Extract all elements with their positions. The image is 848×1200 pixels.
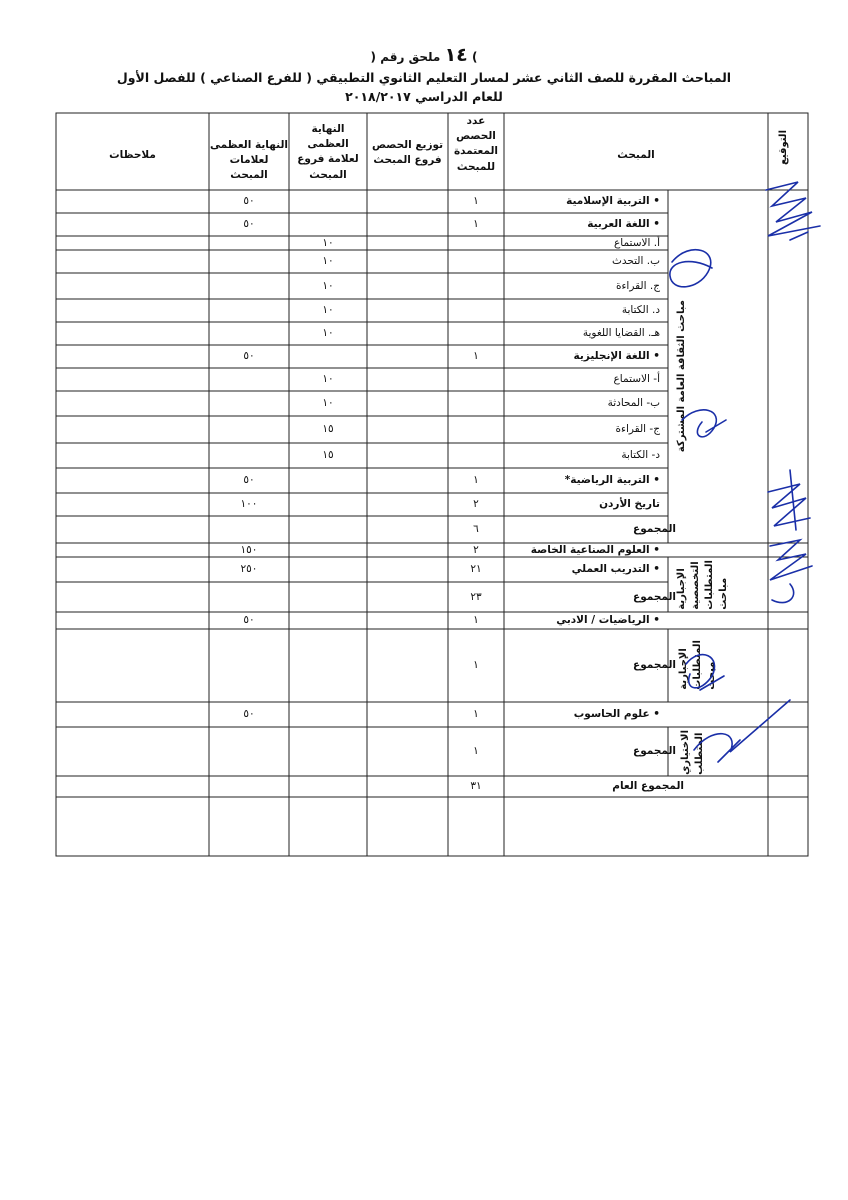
subject-header: المبحث bbox=[617, 149, 655, 161]
row-periods: ٢ bbox=[473, 544, 479, 556]
row-subject: • التدريب العملي bbox=[571, 563, 660, 575]
row-subject: هـ. القضايا اللغوية bbox=[582, 327, 660, 339]
row-subject: المجموع العام bbox=[612, 780, 684, 792]
row-subject-max: ١٠٠ bbox=[240, 498, 258, 510]
row-branch-max: ١٠ bbox=[322, 279, 334, 292]
row-branch-max: ١٠ bbox=[322, 373, 334, 385]
row-branch-max: ١٠ bbox=[322, 237, 334, 249]
row-subject: • علوم الحاسوب bbox=[573, 708, 660, 720]
row-branch-max: ١٥ bbox=[322, 423, 334, 435]
academic-year: للعام الدراسي ٢٠١٨/٢٠١٧ bbox=[345, 89, 503, 104]
row-subject: ج. القراءة bbox=[615, 279, 660, 292]
row-subject: • التربية الإسلامية bbox=[566, 195, 660, 207]
row-subject: د. الكتابة bbox=[621, 304, 660, 316]
row-subject: • اللغة الإنجليزية bbox=[573, 350, 660, 362]
row-subject-max: ٥٠ bbox=[243, 350, 255, 362]
row-subject: • الرياضيات / الادبي bbox=[556, 614, 660, 626]
row-subject-max: ١٥٠ bbox=[240, 544, 258, 556]
branch-max-header: النهاية العظمى لعلامة فروع المبحث bbox=[297, 123, 359, 181]
row-periods: ١ bbox=[473, 745, 479, 757]
row-periods: ١ bbox=[473, 659, 479, 671]
document-title: المباحث المقررة للصف الثاني عشر لمسار التعليم الثانوي التطبيقي ( للفرع الصناعي ) للفصل الأول bbox=[116, 70, 732, 85]
row-branch-max: ١٠ bbox=[322, 397, 334, 409]
group-elective2: المتطلب الاختياري bbox=[680, 730, 705, 775]
row-subject: د- الكتابة bbox=[621, 449, 660, 461]
row-subject: • اللغة العربية bbox=[587, 218, 660, 230]
row-periods: ٢ bbox=[473, 498, 479, 510]
row-branch-max: ١٠ bbox=[322, 255, 334, 267]
row-subject: ج- القراءة bbox=[615, 423, 660, 435]
row-periods: ٦ bbox=[473, 523, 479, 535]
row-periods: ٢١ bbox=[470, 563, 482, 575]
row-subject: ب. التحدث bbox=[611, 255, 660, 267]
row-subject: • العلوم الصناعية الخاصة bbox=[530, 544, 660, 556]
group-specialized: مباحث المتطلبات التخصصية الإجبارية bbox=[676, 560, 729, 610]
distribution-header: توزيع الحصص فروع المبحث bbox=[371, 139, 444, 167]
row-branch-max: ١٠ bbox=[322, 327, 334, 339]
row-subject: المجموع bbox=[633, 745, 676, 757]
row-periods: ١ bbox=[473, 474, 479, 486]
row-subject: أ. الاستماع bbox=[614, 237, 660, 249]
row-subject: المجموع bbox=[633, 590, 676, 603]
group-elective: مبحث المتطلبات الإجبارية bbox=[678, 640, 717, 690]
row-subject: ب- المحادثة bbox=[607, 397, 660, 409]
row-subject-max: ٥٠ bbox=[243, 614, 255, 626]
signature-header: التوقيع bbox=[778, 130, 789, 165]
periods-header: عدد الحصص المعتمدة للمبحث bbox=[453, 115, 499, 173]
row-periods: ١ bbox=[473, 350, 479, 362]
row-periods: ١ bbox=[473, 614, 479, 626]
row-periods: ١ bbox=[473, 195, 479, 207]
subject-max-header: النهاية العظمى لعلامات المبحث bbox=[209, 139, 289, 182]
row-periods: ٣١ bbox=[470, 780, 482, 792]
notes-header: ملاحظات bbox=[109, 149, 156, 161]
row-subject-max: ٥٠ bbox=[243, 708, 255, 720]
row-subject: المجموع bbox=[633, 523, 676, 535]
row-subject: تاريخ الأردن bbox=[599, 498, 660, 510]
row-subject-max: ٢٥٠ bbox=[240, 563, 258, 575]
row-subject: المجموع bbox=[633, 659, 676, 671]
row-branch-max: ١٠ bbox=[322, 304, 334, 316]
row-periods: ٢٣ bbox=[470, 590, 482, 603]
row-subject-max: ٥٠ bbox=[243, 218, 255, 230]
row-branch-max: ١٥ bbox=[322, 449, 334, 461]
row-subject: • التربية الرياضية* bbox=[564, 474, 660, 486]
group-general-culture: مباحث الثقافة العامة المشتركة bbox=[676, 300, 687, 453]
row-subject-max: ٥٠ bbox=[243, 195, 255, 207]
row-subject-max: ٥٠ bbox=[243, 474, 255, 486]
row-periods: ١ bbox=[473, 218, 479, 230]
row-periods: ١ bbox=[473, 708, 479, 720]
annex-label: ) ١٤ ملحق رقم ( bbox=[370, 44, 478, 66]
row-subject: أ- الاستماع bbox=[613, 373, 660, 385]
annex-number: ١٤ bbox=[444, 44, 468, 66]
